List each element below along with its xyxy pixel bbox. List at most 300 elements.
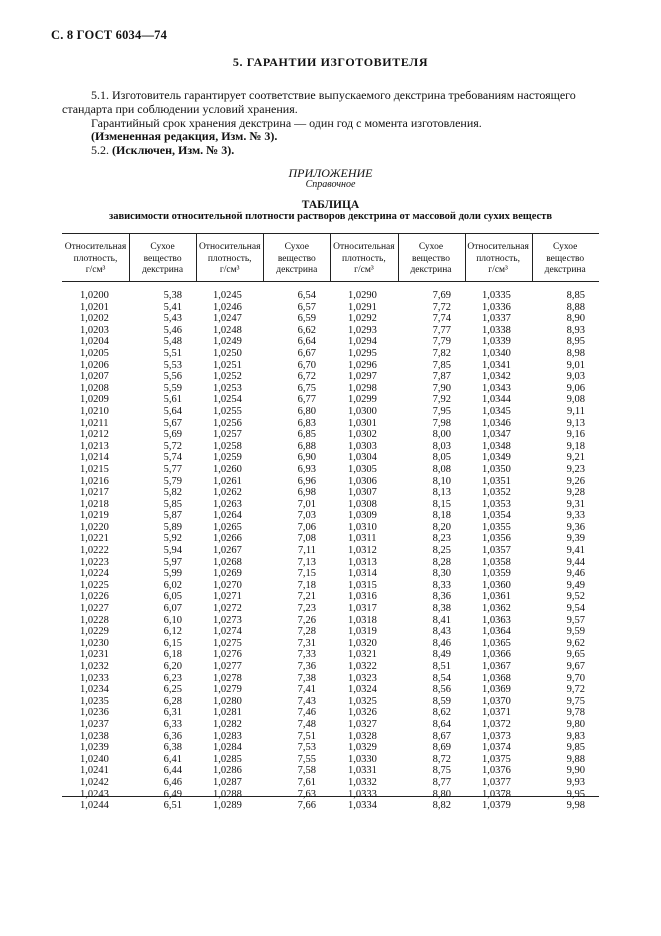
density-value: 1,0235 [80, 695, 109, 707]
density-value: 1,0227 [80, 603, 109, 615]
density-value: 1,0362 [482, 603, 511, 615]
density-column [482, 290, 511, 812]
dry-solids-value: 5,87 [163, 510, 182, 522]
dry-solids-value: 7,43 [297, 695, 316, 707]
density-value: 1,0316 [348, 591, 377, 603]
density-value: 1,0351 [482, 475, 511, 487]
dry-solids-value: 8,67 [432, 730, 451, 742]
dry-solids-value: 9,67 [566, 661, 585, 672]
density-value: 1,0300 [348, 405, 377, 417]
dry-solids-value: 8,56 [432, 684, 451, 696]
density-value: 1,0306 [348, 475, 377, 487]
density-value: 1,0239 [80, 742, 109, 754]
density-value: 1,0218 [80, 498, 109, 510]
dry-solids-value: 7,21 [297, 591, 316, 603]
header-line: вещество [143, 253, 182, 264]
density-value: 1,0369 [482, 684, 511, 696]
density-value: 1,0367 [482, 661, 511, 672]
dry-solids-value: 5,41 [163, 301, 182, 313]
density-value: 1,0269 [213, 568, 242, 580]
dry-solids-value: 9,39 [566, 533, 585, 545]
dry-solids-value: 8,13 [432, 487, 451, 499]
dry-solids-value: 7,90 [432, 382, 451, 394]
dry-solids-value: 8,72 [432, 753, 451, 765]
density-value: 1,0246 [213, 301, 242, 313]
dry-solids-value: 9,52 [566, 591, 585, 603]
density-value: 1,0208 [80, 382, 109, 394]
header-line: г/см³ [85, 265, 106, 275]
density-value: 1,0276 [213, 649, 242, 661]
dry-solids-value: 6,93 [297, 463, 316, 475]
table-bottom-rule [62, 796, 599, 797]
dry-solids-value: 6,18 [163, 649, 182, 661]
density-value: 1,0371 [482, 707, 511, 719]
appendix-subtitle: Справочное [305, 179, 356, 190]
dry-solids-value: 8,59 [432, 695, 451, 707]
density-value: 1,0335 [482, 290, 511, 301]
paragraph-5-1-line2: стандарта при соблюдении условий хранения. [62, 102, 298, 116]
density-value: 1,0214 [80, 452, 109, 464]
dry-solids-value: 9,49 [566, 579, 585, 591]
dry-solids-value: 7,26 [297, 614, 316, 626]
density-value: 1,0281 [213, 707, 242, 719]
header-line: г/см³ [488, 265, 508, 275]
density-value: 1,0355 [482, 521, 511, 533]
density-value: 1,0309 [348, 510, 377, 522]
density-value: 1,0373 [482, 730, 511, 742]
dry-solids-value: 9,06 [566, 382, 585, 394]
dry-solids-value: 8,05 [432, 452, 451, 464]
density-value: 1,0290 [348, 290, 377, 301]
density-value: 1,0323 [348, 672, 377, 684]
dry-solids-value: 6,64 [297, 336, 316, 348]
density-value: 1,0341 [482, 359, 511, 371]
header-line: вещество [277, 253, 316, 264]
header-line: Сухое [553, 242, 578, 252]
dry-solids-value: 7,03 [297, 510, 316, 522]
density-value: 1,0207 [80, 371, 109, 383]
density-value: 1,0221 [80, 533, 109, 545]
dry-solids-value: 7,36 [297, 661, 316, 672]
density-value: 1,0210 [80, 405, 109, 417]
dry-solids-value: 7,58 [297, 765, 316, 777]
density-value: 1,0268 [213, 556, 242, 568]
dry-solids-value: 7,23 [297, 603, 316, 615]
density-value: 1,0372 [482, 718, 511, 730]
density-value: 1,0305 [348, 463, 377, 475]
dry-solids-value: 9,16 [566, 429, 585, 441]
dry-solids-value: 9,65 [566, 649, 585, 661]
dry-solids-value: 7,53 [297, 742, 316, 754]
density-value: 1,0332 [348, 776, 377, 788]
dry-solids-value: 9,54 [566, 603, 585, 615]
density-value: 1,0240 [80, 753, 109, 765]
dry-solids-value: 6,05 [163, 591, 182, 603]
density-value: 1,0236 [80, 707, 109, 719]
density-value: 1,0200 [80, 290, 109, 301]
density-value: 1,0209 [80, 394, 109, 406]
dry-solids-value: 7,85 [432, 359, 451, 371]
density-value: 1,0359 [482, 568, 511, 580]
dry-solids-value: 8,18 [432, 510, 451, 522]
density-value: 1,0224 [80, 568, 109, 580]
dry-solids-value: 6,88 [297, 440, 316, 452]
density-value: 1,0216 [80, 475, 109, 487]
header-line: вещество [546, 253, 585, 264]
dry-solids-value: 9,33 [566, 510, 585, 522]
density-value: 1,0283 [213, 730, 242, 742]
dry-solids-value: 6,31 [163, 707, 182, 719]
dry-solids-value: 6,90 [297, 452, 316, 464]
density-value: 1,0259 [213, 452, 242, 464]
dry-solids-value: 6,28 [163, 695, 182, 707]
dry-solids-value: 9,13 [566, 417, 585, 429]
density-value: 1,0244 [80, 800, 109, 812]
density-value: 1,0254 [213, 394, 242, 406]
header-density [465, 242, 532, 277]
dry-solids-value: 8,51 [432, 661, 451, 672]
density-column [213, 290, 242, 812]
density-value: 1,0245 [213, 290, 242, 301]
dry-solids-value: 7,95 [432, 405, 451, 417]
dry-solids-value: 8,64 [432, 718, 451, 730]
dry-solids-value: 6,75 [297, 382, 316, 394]
dry-solids-value: 9,70 [566, 672, 585, 684]
density-value: 1,0303 [348, 440, 377, 452]
density-value: 1,0347 [482, 429, 511, 441]
density-value: 1,0363 [482, 614, 511, 626]
density-value: 1,0271 [213, 591, 242, 603]
density-value: 1,0357 [482, 545, 511, 557]
density-value: 1,0237 [80, 718, 109, 730]
dry-solids-value: 7,41 [297, 684, 316, 696]
dry-solids-value: 9,01 [566, 359, 585, 371]
dry-solids-value: 7,33 [297, 649, 316, 661]
dry-solids-value: 7,46 [297, 707, 316, 719]
density-value: 1,0304 [348, 452, 377, 464]
density-value: 1,0250 [213, 347, 242, 359]
density-value: 1,0353 [482, 498, 511, 510]
density-value: 1,0230 [80, 637, 109, 649]
density-value: 1,0275 [213, 637, 242, 649]
density-value: 1,0364 [482, 626, 511, 638]
density-value: 1,0264 [213, 510, 242, 522]
dry-solids-value: 7,28 [297, 626, 316, 638]
density-value: 1,0320 [348, 637, 377, 649]
density-value: 1,0205 [80, 347, 109, 359]
dry-solids-value: 6,67 [297, 347, 316, 359]
density-value: 1,0212 [80, 429, 109, 441]
density-value: 1,0333 [348, 788, 377, 800]
dry-solids-value: 8,20 [432, 521, 451, 533]
dry-solids-value: 6,36 [163, 730, 182, 742]
density-value: 1,0338 [482, 324, 511, 336]
density-value: 1,0336 [482, 301, 511, 313]
density-value: 1,0242 [80, 776, 109, 788]
density-value: 1,0282 [213, 718, 242, 730]
dry-solids-value: 5,43 [163, 313, 182, 325]
density-value: 1,0354 [482, 510, 511, 522]
dry-solids-value: 9,85 [566, 742, 585, 754]
density-value: 1,0348 [482, 440, 511, 452]
dry-solids-value: 6,85 [297, 429, 316, 441]
density-value: 1,0374 [482, 742, 511, 754]
dry-solids-value: 8,00 [432, 429, 451, 441]
density-value: 1,0203 [80, 324, 109, 336]
density-value: 1,0328 [348, 730, 377, 742]
dry-solids-value: 5,59 [163, 382, 182, 394]
density-value: 1,0337 [482, 313, 511, 325]
page-header: С. 8 ГОСТ 6034—74 [51, 28, 168, 42]
density-value: 1,0234 [80, 684, 109, 696]
dry-solids-column [164, 290, 182, 812]
density-value: 1,0366 [482, 649, 511, 661]
dry-solids-value: 9,75 [566, 695, 585, 707]
density-value: 1,0260 [213, 463, 242, 475]
dry-solids-value: 7,08 [297, 533, 316, 545]
density-value: 1,0301 [348, 417, 377, 429]
dry-solids-value: 8,77 [432, 776, 451, 788]
dry-solids-value: 5,53 [163, 359, 182, 371]
density-value: 1,0258 [213, 440, 242, 452]
dry-solids-value: 8,36 [432, 591, 451, 603]
dry-solids-value: 7,13 [297, 556, 316, 568]
density-value: 1,0249 [213, 336, 242, 348]
density-value: 1,0287 [213, 776, 242, 788]
dry-solids-value: 9,95 [566, 788, 585, 800]
dry-solids-value: 9,88 [566, 753, 585, 765]
header-dry-solids [532, 242, 599, 277]
density-value: 1,0241 [80, 765, 109, 777]
density-value: 1,0294 [348, 336, 377, 348]
density-value: 1,0286 [213, 765, 242, 777]
dry-solids-value: 9,26 [566, 475, 585, 487]
density-value: 1,0251 [213, 359, 242, 371]
header-line: г/см³ [354, 265, 374, 275]
density-value: 1,0334 [348, 800, 377, 812]
density-value: 1,0279 [213, 684, 242, 696]
dry-solids-value: 9,90 [566, 765, 585, 777]
density-value: 1,0331 [348, 765, 377, 777]
dry-solids-column [298, 290, 316, 812]
dry-solids-value: 5,72 [163, 440, 182, 452]
density-value: 1,0219 [80, 510, 109, 522]
dry-solids-value: 6,38 [163, 742, 182, 754]
density-value: 1,0310 [348, 521, 377, 533]
density-value: 1,0295 [348, 347, 377, 359]
density-value: 1,0302 [348, 429, 377, 441]
dry-solids-value: 6,57 [297, 301, 316, 313]
header-line: плотность, [342, 253, 386, 264]
dry-solids-value: 7,72 [432, 301, 451, 313]
header-density [330, 242, 397, 277]
density-value: 1,0217 [80, 487, 109, 499]
density-value: 1,0277 [213, 661, 242, 672]
dry-solids-value: 7,48 [297, 718, 316, 730]
dry-solids-value: 5,51 [163, 347, 182, 359]
dry-solids-value: 5,64 [163, 405, 182, 417]
dry-solids-value: 8,38 [432, 603, 451, 615]
dry-solids-value: 9,59 [566, 626, 585, 638]
density-value: 1,0330 [348, 753, 377, 765]
density-value: 1,0339 [482, 336, 511, 348]
density-value: 1,0265 [213, 521, 242, 533]
header-line: Относительная [333, 242, 395, 252]
dry-solids-value: 5,89 [163, 521, 182, 533]
density-value: 1,0285 [213, 753, 242, 765]
dry-solids-value: 9,03 [566, 371, 585, 383]
dry-solids-value: 7,18 [297, 579, 316, 591]
dry-solids-value: 9,62 [566, 637, 585, 649]
header-dry-solids [129, 242, 196, 277]
dry-solids-value: 5,85 [163, 498, 182, 510]
density-value: 1,0318 [348, 614, 377, 626]
density-value: 1,0324 [348, 684, 377, 696]
density-value: 1,0365 [482, 637, 511, 649]
density-value: 1,0327 [348, 718, 377, 730]
dry-solids-value: 7,51 [297, 730, 316, 742]
dry-solids-value: 7,87 [432, 371, 451, 383]
dry-solids-value: 6,41 [163, 753, 182, 765]
density-value: 1,0222 [80, 545, 109, 557]
dry-solids-value: 8,43 [432, 626, 451, 638]
density-value: 1,0248 [213, 324, 242, 336]
density-value: 1,0298 [348, 382, 377, 394]
density-column [80, 290, 109, 812]
dry-solids-value: 6,49 [163, 788, 182, 800]
header-line: плотность, [476, 253, 520, 264]
paragraph-5-2-text: (Исключен, Изм. № 3). [112, 143, 235, 157]
dry-solids-value: 6,07 [163, 603, 182, 615]
dry-solids-value: 9,18 [566, 440, 585, 452]
header-line: Относительная [467, 242, 529, 252]
density-value: 1,0226 [80, 591, 109, 603]
dry-solids-value: 5,67 [163, 417, 182, 429]
density-value: 1,0243 [80, 788, 109, 800]
density-value: 1,0270 [213, 579, 242, 591]
dry-solids-value: 6,15 [163, 637, 182, 649]
paragraph-5-2 [91, 143, 234, 157]
density-value: 1,0204 [80, 336, 109, 348]
dry-solids-value: 8,93 [566, 324, 585, 336]
dry-solids-value: 9,21 [566, 452, 585, 464]
dry-solids-value: 6,72 [297, 371, 316, 383]
dry-solids-value: 9,44 [566, 556, 585, 568]
amendment-note: (Измененная редакция, Изм. № 3). [91, 129, 278, 143]
density-value: 1,0370 [482, 695, 511, 707]
dry-solids-value: 8,08 [432, 463, 451, 475]
density-value: 1,0350 [482, 463, 511, 475]
header-dry-solids [263, 242, 330, 277]
dry-solids-value: 8,62 [432, 707, 451, 719]
density-value: 1,0308 [348, 498, 377, 510]
dry-solids-value: 7,15 [297, 568, 316, 580]
density-value: 1,0376 [482, 765, 511, 777]
dry-solids-value: 6,98 [297, 487, 316, 499]
dry-solids-value: 7,38 [297, 672, 316, 684]
dry-solids-value: 6,70 [297, 359, 316, 371]
density-value: 1,0307 [348, 487, 377, 499]
dry-solids-value: 9,78 [566, 707, 585, 719]
dry-solids-value: 5,46 [163, 324, 182, 336]
dry-solids-value: 8,46 [432, 637, 451, 649]
density-value: 1,0329 [348, 742, 377, 754]
density-value: 1,0311 [348, 533, 377, 545]
dry-solids-value: 7,77 [432, 324, 451, 336]
dry-solids-value: 8,10 [432, 475, 451, 487]
dry-solids-value: 5,79 [163, 475, 182, 487]
header-line: декстрина [410, 265, 452, 275]
dry-solids-value: 9,98 [566, 800, 585, 812]
dry-solids-value: 5,38 [163, 290, 182, 301]
dry-solids-value: 6,44 [163, 765, 182, 777]
density-value: 1,0229 [80, 626, 109, 638]
density-value: 1,0238 [80, 730, 109, 742]
header-line: Сухое [284, 242, 309, 252]
density-value: 1,0326 [348, 707, 377, 719]
dry-solids-value: 7,63 [297, 788, 316, 800]
dry-solids-value: 6,33 [163, 718, 182, 730]
dry-solids-value: 6,62 [297, 324, 316, 336]
dry-solids-value: 9,80 [566, 718, 585, 730]
density-value: 1,0296 [348, 359, 377, 371]
dry-solids-value: 7,79 [432, 336, 451, 348]
density-value: 1,0213 [80, 440, 109, 452]
dry-solids-value: 6,12 [163, 626, 182, 638]
density-value: 1,0266 [213, 533, 242, 545]
dry-solids-value: 7,74 [432, 313, 451, 325]
density-value: 1,0291 [348, 301, 377, 313]
dry-solids-value: 9,57 [566, 614, 585, 626]
dry-solids-value: 5,77 [163, 463, 182, 475]
dry-solids-value: 7,01 [297, 498, 316, 510]
dry-solids-value: 8,95 [566, 336, 585, 348]
density-value: 1,0317 [348, 603, 377, 615]
dry-solids-value: 5,92 [163, 533, 182, 545]
dry-solids-value: 9,72 [566, 684, 585, 696]
dry-solids-value: 6,77 [297, 394, 316, 406]
header-line: плотность, [73, 253, 118, 264]
header-line: Сухое [150, 242, 175, 252]
density-value: 1,0352 [482, 487, 511, 499]
density-value: 1,0379 [482, 800, 511, 812]
density-value: 1,0361 [482, 591, 511, 603]
dry-solids-value: 6,54 [297, 290, 316, 301]
dry-solids-value: 8,23 [432, 533, 451, 545]
density-column [348, 290, 377, 812]
dry-solids-value: 8,03 [432, 440, 451, 452]
dry-solids-value: 7,06 [297, 521, 316, 533]
density-value: 1,0263 [213, 498, 242, 510]
density-value: 1,0340 [482, 347, 511, 359]
dry-solids-value: 9,31 [566, 498, 585, 510]
header-density [62, 242, 129, 277]
dry-solids-value: 6,46 [163, 776, 182, 788]
paragraph-warranty-term: Гарантийный срок хранения декстрина — один год с момента изготовления. [91, 116, 482, 130]
dry-solids-value: 5,74 [163, 452, 182, 464]
dry-solids-value: 9,36 [566, 521, 585, 533]
density-value: 1,0255 [213, 405, 242, 417]
density-value: 1,0319 [348, 626, 377, 638]
header-line: декстрина [142, 265, 184, 275]
dry-solids-value: 5,69 [163, 429, 182, 441]
dry-solids-value: 7,69 [432, 290, 451, 301]
dry-solids-value: 8,33 [432, 579, 451, 591]
header-line: г/см³ [219, 265, 240, 275]
dry-solids-value: 8,28 [432, 556, 451, 568]
density-value: 1,0228 [80, 614, 109, 626]
density-table [62, 233, 599, 812]
